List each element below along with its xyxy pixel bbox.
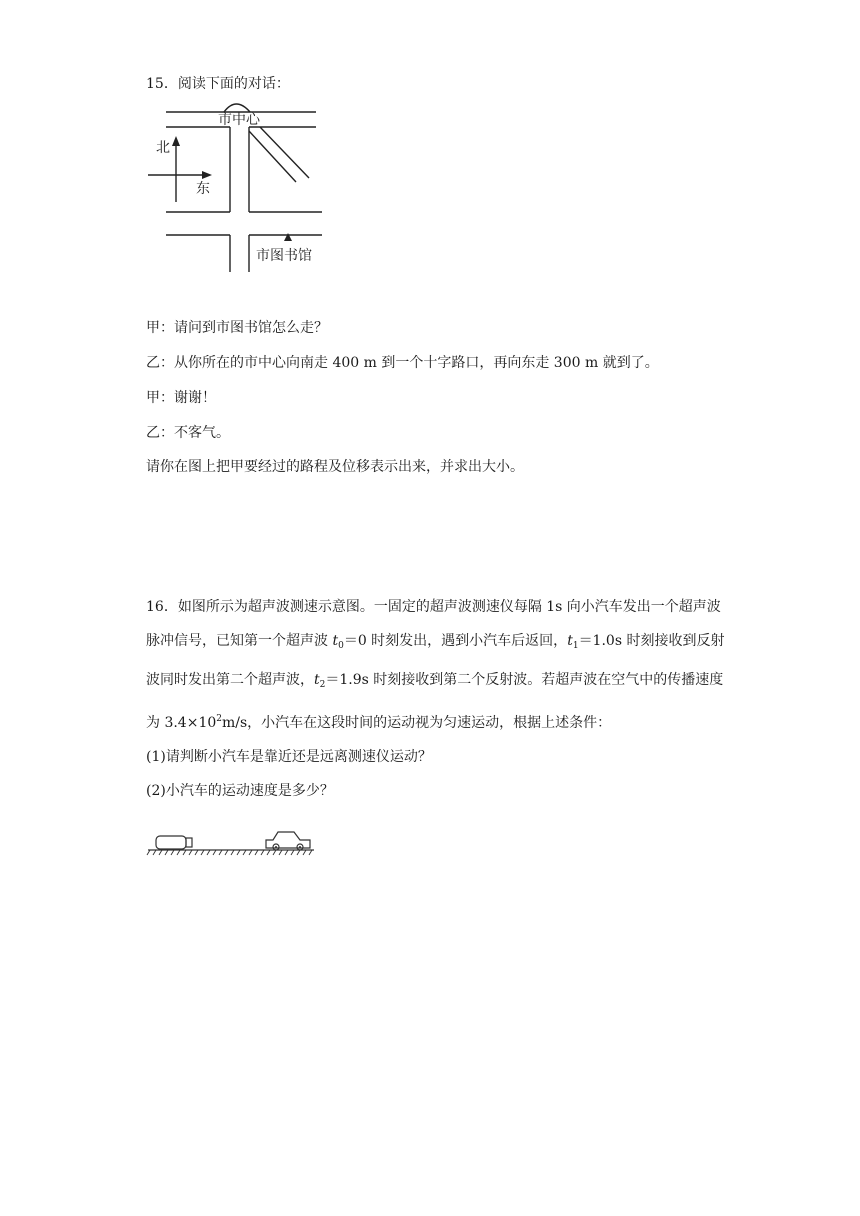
map-label-library: 市图书馆 — [256, 248, 312, 264]
city-map-figure — [146, 98, 336, 274]
dialog-line-2: 乙：从你所在的市中心向南走 400 m 到一个十字路口，再向东走 300 m 就到了。 — [146, 355, 659, 371]
question-16 — [146, 590, 726, 808]
map-label-north: 北 — [156, 140, 170, 156]
map-label-city-center: 市中心 — [218, 112, 260, 128]
question-16-part-2: (2)小汽车的运动速度是多少？ — [146, 783, 334, 799]
dialog-line-1: 甲：请问到市图书馆怎么走？ — [146, 320, 328, 336]
ultrasound-speed-figure — [146, 826, 316, 858]
dialog-line-4: 乙：不客气。 — [146, 425, 230, 441]
dialog-line-3: 甲：谢谢！ — [146, 390, 216, 406]
question-16-part-1: (1)请判断小汽车是靠近还是远离测速仪运动？ — [146, 749, 432, 765]
question-15-title: 15．阅读下面的对话： — [146, 76, 290, 92]
question-15-instruction: 请你在图上把甲要经过的路程及位移表示出来，并求出大小。 — [146, 459, 524, 475]
question-16-stem: 16．如图所示为超声波测速示意图。一固定的超声波测速仪每隔 1s 向小汽车发出一个超声波脉冲信号，已知第一个超声波 $t_0=0$ 时刻发出，遇到小汽车后返回，$t_1=1.0s$ 时刻接收到反射波同时发出第二个超声波，$t_2=1.9s$ 时刻接收到第二个反射波。若超声波在空气中的传播速度为 $3.4\times 10^2m/s$，小汽车在这段时间的运动视为匀速运动，根据上述条件： — [146, 599, 725, 731]
map-label-east: 东 — [196, 181, 210, 197]
